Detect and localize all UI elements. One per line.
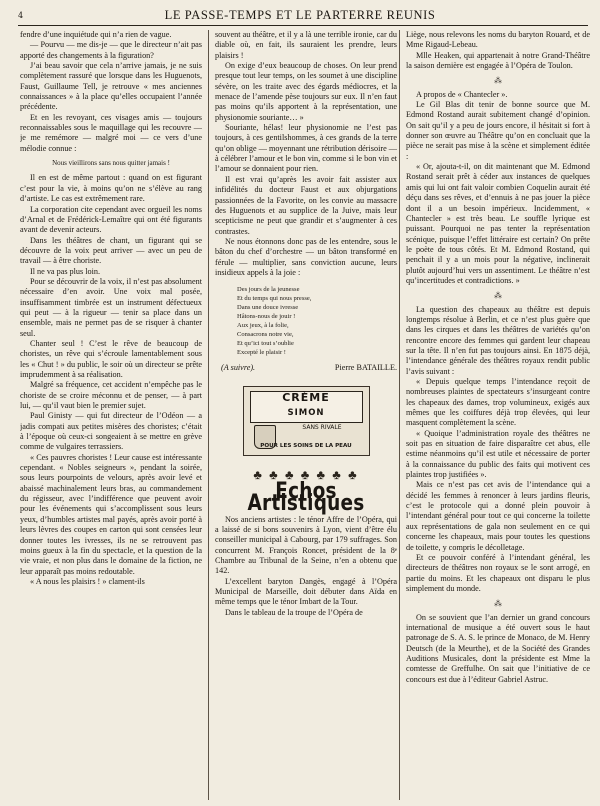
paragraph: Chanter seul ! C’est le rêve de beaucoup de choristes, un rêve qui s’écroule lamentablement sous les « Chut ! » du public, le soir où un directeur se prête imprudemment à sa réalisation. <box>20 338 202 379</box>
paragraph: On exige d’eux beaucoup de choses. On leur prend presque tout leur temps, on les soumet à une discipline sévère, on les traite avec des égards médiocres, et la menace de l’amende pèse toujours sur eux. Il n’en faut pas moins qu’ils apportent à la représentation, une physionomie souriante… » <box>215 61 397 122</box>
paragraph: « Quoique l’administration royale des théâtres ne soit pas en situation de faire disparaître cet abus, elle estime néanmoins qu’il est utile et nécessaire de porter à la connaissance du public des faits qui motivent ces plaintes trop justifiées ». <box>406 428 590 480</box>
paragraph: La question des chapeaux au théâtre est depuis longtemps résolue à Berlin, et ce n’est plus guère que dans les cirques et dans les théâtres de variétés qu’on rencontre encore des femmes qui gardent leur chapeau sur la tête. Il n’en fut pas toujours ainsi. En 1875 déjà, l’intendance générale des théâtres royaux rendit public l’avis suivant : <box>406 304 590 376</box>
ornament-divider: ♣ ♣ ♣ ♣ ♣ ♣ ♣ <box>253 466 359 482</box>
ad-brand-line: CRÈME <box>282 390 330 404</box>
column-1 <box>20 30 202 802</box>
paragraph: « Depuis quelque temps l’intendance reçoit de nombreuses plaintes de spectateurs s’insurgeant contre les chapeaux des dames, trop volumineux, exigés aux mêmes que les coiffures déjà trop élevées, qui leur masquent complètement la scène. <box>406 377 590 428</box>
paragraph: Pour se découvrir de la voix, il n’est pas absolument nécessaire d’en avoir. Une voix mal posée, insuffisamment timbrée est un instrument défectueux qui peut — à la rigueur — tenir sa place dans un ensemble, mais ne permet pas de se risquer à chanter seul. <box>20 276 202 338</box>
paragraph: Liège, nous relevons les noms du baryton Rouard, et de Mme Rigaud-Lebeau. <box>406 30 590 50</box>
paragraph: « A nous les plaisirs ! » clament-ils <box>30 576 145 586</box>
ad-brand-name: SIMON <box>287 407 325 418</box>
page-header-title: LE PASSE-TEMPS ET LE PARTERRE REUNIS <box>164 8 436 22</box>
paragraph: Il ne va pas plus loin. <box>30 266 101 276</box>
paragraph: « Or, ajouta-t-il, on dit maintenant que M. Edmond Rostand serait prêt à céder aux instances de quelques amis qui lui ont fait valoir combien Coquelin aurait été déçu dans ses rêves, et d’ennuis à ne pas jouer la pièce dont il a un besoin impérieux. Incidemment, « Chantecler » est très beau. Le souffle lyrique est puissant. Pourquoi ne pas tenter la représentation scénique, puisque l’effet littéraire est certain? On prête le poète de tous côtés. Et M. Edmond Rostand, qui penchait il y a un mois pour la négative, inclinerait plutôt aujourd’hui vers un assentiment. Le théâtre n’est qu’incertitudes et contradictions. » <box>406 162 590 285</box>
ad-tagline: SANS RIVALE <box>302 423 342 431</box>
verse-line: Excepté le plaisir ! <box>237 349 286 357</box>
paragraph: souvent au théâtre, et il y a là une terrible ironie, car du diable où, en fait, ils sauraient les prendre, leurs plaisirs ! <box>215 30 397 60</box>
paragraph: Dans les théâtres de chant, un figurant qui se découvre de la voix peut arriver — avec un peu de travail — à être choriste. <box>20 235 202 266</box>
paragraph: Mais ce n’est pas cet avis de l’intendance qui a décidé les femmes à renoncer à leurs jardins fleuris, c’est le protocole qui a donné plein pouvoir à l’intendant général pour tout ce qui concerne la toilette aux représentations de gala non seulement en ce qui concerne les chapeaux, mais pour toutes les questions de toilette, y compris le décolletage. <box>406 480 590 552</box>
paragraph: On se souvient que l’an dernier un grand concours international de musique a été ouvert sous le haut patronage de S. A. S. le prince de Monaco, de M. Henry Deutsch (de la Meurthe), et de la Société des Grandes Auditions Musicales, dont la présidente est Mme la comtesse de Greffulhe. On sait que l’initiative de ce concours est due à l’éditeur Gabriel Astruc. <box>406 612 590 684</box>
ad-subline: POUR LES SOINS DE LA PEAU <box>260 443 352 450</box>
song-verse <box>237 285 397 357</box>
column-2 <box>215 30 397 802</box>
paragraph: fendre d’une inquiétude qui n’a rien de vague. <box>20 30 172 39</box>
section-title: Echos Artistiques <box>247 478 365 517</box>
ad-banner <box>250 391 363 423</box>
paragraph: J’ai beau savoir que cela n’arrive jamais, je ne suis complètement rassuré que lorsque dans les Huguenots, Faust, Guillaume Tell, je retrouve « mes anciennes connaissances » à la place qu’elles occupaient l’année précédente. <box>20 61 202 112</box>
paragraph: Nos anciens artistes : le ténor Affre de l’Opéra, qui a laissé de si bons souvenirs à Lyon, vient d’être élu conseiller municipal à Cabourg, par 179 suffrages. Son concurrent M. François Roncet, président de la 8ᵉ Chambre au Tribunal de la Seine, n’en a obtenu que 142. <box>215 514 397 576</box>
paragraph: Il est vrai qu’après les avoir fait assister aux infidélités du docteur Faust et aux objurgations passionnées de la Favorite, on les convie au massacre des Huguenots et au supplice de la Juive, mais leur scepticisme ne peut que grandir et s’augmenter à ces contrastes. <box>215 174 397 236</box>
advertisement-creme-simon <box>243 386 370 456</box>
paragraph: Et en les revoyant, ces visages amis — toujours reconnaissables sous le maquillage qui les recouvre — je me remémore — malgré moi — ce vers d’une mélodie connue : <box>20 112 202 153</box>
verse-line: Aux jeux, à la folie, <box>237 322 289 330</box>
column-3 <box>406 30 590 802</box>
paragraph: La corporation cite cependant avec orgueil les noms d’Arnal et de Frédérick-Lemaître qui ont été figurants avant de devenir acteurs. <box>20 204 202 235</box>
paragraph: Malgré sa fréquence, cet accident n’empêche pas le choriste de se croire méconnu et de penser, — à part lui, — qu’il vaut bien le premier sujet. <box>20 380 202 411</box>
paragraph: L’excellent baryton Dangès, engagé à l’Opéra Municipal de Marseille, doit débuter dans Aïda en même temps que le ténor Imbart de la Tour. <box>215 576 397 607</box>
verse-line: Hâtons-nous de jouir ! <box>237 313 296 321</box>
column-divider <box>208 30 209 800</box>
paragraph: Dans le tableau de la troupe de l’Opéra de <box>225 607 363 617</box>
verse-line: Des jours de la jeunesse <box>237 286 300 294</box>
asterism-divider: ⁂ <box>494 291 502 301</box>
column-divider <box>399 30 400 800</box>
verse-line: Et du temps qui nous presse, <box>237 295 312 303</box>
author-name: Pierre BATAILLE. <box>334 363 397 373</box>
paragraph: — Pourvu — me dis-je — que le directeur n’ait pas apporté des changements à la figuration? <box>20 40 202 60</box>
paragraph: Souriante, hélas! leur physionomie ne l’est pas toujours, à ces gentilshommes, à ces grands de la terre qu’on oblige — moyennant une rétribution dérisoire — à célébrer l’amour et le bon vin, comme si le bon vin et l’amour se donnaient pour rien. <box>215 123 397 174</box>
verse-line: Dans une douce ivresse <box>237 304 299 312</box>
verse-line: Et qu’ici tout s’oublie <box>237 340 294 348</box>
quoted-verse: Nous vieillirons sans nous quitter jamais ! <box>52 159 170 168</box>
signature <box>215 363 397 373</box>
asterism-divider: ⁂ <box>494 76 502 86</box>
verse-line: Consacrons notre vie, <box>237 331 294 339</box>
asterism-divider: ⁂ <box>494 599 502 609</box>
to-be-continued: (A suivre). <box>221 363 256 373</box>
page-number: 4 <box>18 11 24 20</box>
paragraph: A propos de « Chantecler ». <box>416 89 508 99</box>
paragraph: Ne nous étonnons donc pas de les entendre, sous le bâton du chef d’orchestre — un bâton transformé en férule — multiplier, sans conviction aucune, leurs insidieux appels à la joie : <box>215 236 397 277</box>
paragraph: Mlle Heaken, qui appartenait à notre Grand-Théâtre la saison dernière est engagée à l’Opéra de Toulon. <box>406 50 590 71</box>
paragraph: Le Gil Blas dit tenir de bonne source que M. Edmond Rostand aurait subitement changé d’opinion. On sait qu’il y a peu de jours encore, il hésitait si fort à donner son œuvre au Théâtre qu’on en concluait que la pièce ne serait pas mise à la scène et simplement éditée : <box>406 100 590 161</box>
paragraph: « Ces pauvres choristes ! Leur cause est intéressante cependant. « Nobles seigneurs », pendant la soirée, sous leurs pourpoints de velours, après avoir levé et abaissé machinalement leurs bras, au commandement du régisseur, avec l’indifférence que peuvent avoir pour les événements qui s’accomplissent sous leurs yeux, d’humbles artistes mal payés, après avoir porté à leurs lèvres des coupes en carton qui sont censées leur donner toutes les ivresses, ils ne se retrouvent pas moins gueux à la fin du spectacle, et la question de la vie vraie, et non plus dans le domaine de la fiction, ne leur apparaît pas moins redoutable. <box>20 452 202 576</box>
paragraph: Et ce pouvoir conféré à l’intendant général, les directeurs de théâtres non royaux se le sont arrogé, en partie du moins. Et les chapeaux ont disparu le plus simplement du monde. <box>406 552 590 593</box>
paragraph: Il en est de même partout : quand on est figurant c’est pour la vie, à moins qu’on ne s’élève au rang d’artiste. Le cas est extrêmement rare. <box>20 173 202 204</box>
header-rule <box>18 25 588 26</box>
paragraph: Paul Ginisty — qui fut directeur de l’Odéon — a jadis compati aux petites misères des choristes; c’était à l’époque où ceux-ci songeaient à se mettre en grève comme de vulgaires terrassiers. <box>20 411 202 452</box>
